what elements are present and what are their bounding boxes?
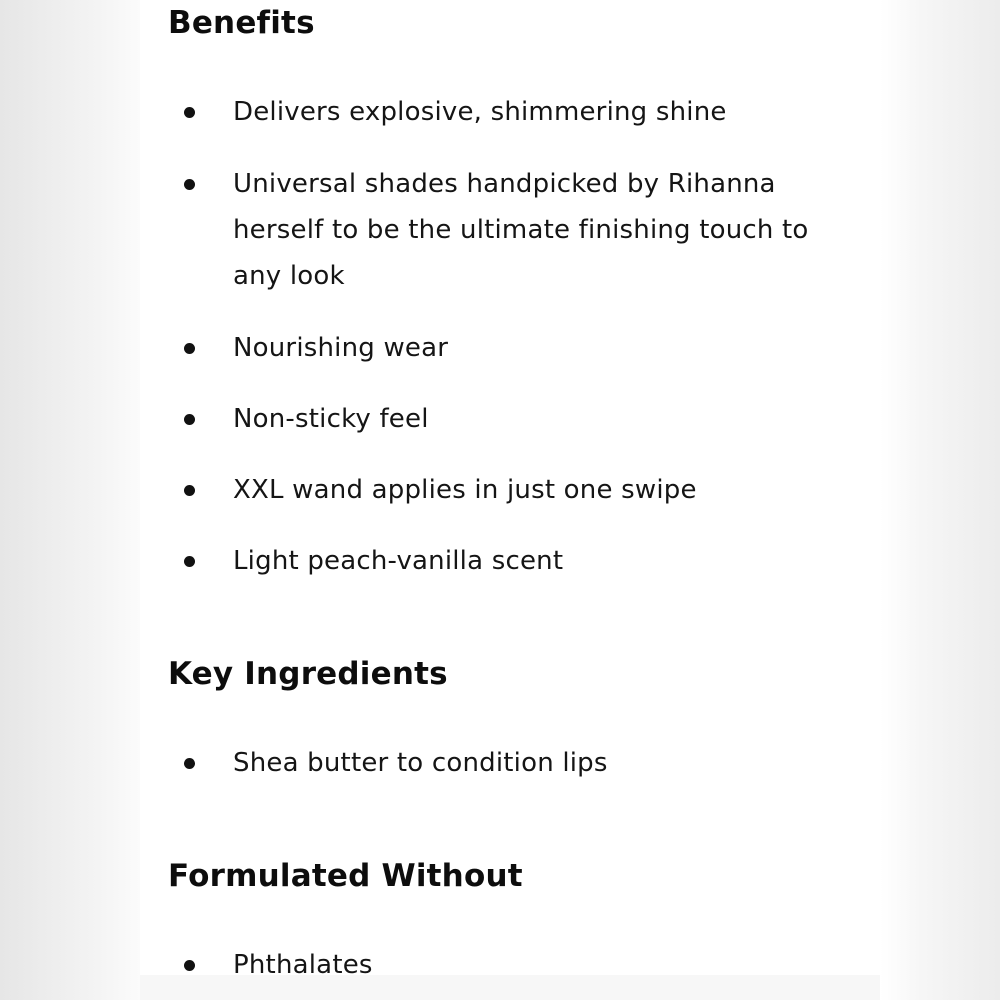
bullet-icon [184, 179, 195, 190]
ingredient-text: Shea butter to condition lips [233, 748, 608, 778]
benefit-text: Delivers explosive, shimmering shine [233, 97, 727, 127]
key-ingredients-heading: Key Ingredients [168, 656, 448, 692]
excluded-ingredient-text: Phthalates [233, 950, 373, 980]
bullet-icon [184, 758, 195, 769]
right-background [880, 0, 1000, 1000]
bullet-icon [184, 414, 195, 425]
benefits-heading: Benefits [168, 5, 315, 41]
bullet-icon [184, 960, 195, 971]
benefit-text: Non-sticky feel [233, 404, 429, 434]
bullet-icon [184, 556, 195, 567]
left-background [0, 0, 140, 1000]
bullet-icon [184, 485, 195, 496]
benefit-text: Light peach-vanilla scent [233, 546, 564, 576]
formulated-without-heading: Formulated Without [168, 858, 523, 894]
benefit-text: XXL wand applies in just one swipe [233, 475, 697, 505]
bullet-icon [184, 107, 195, 118]
benefit-text: Universal shades handpicked by Rihanna herself to be the ultimate finishing touch to any look [233, 169, 809, 291]
bullet-icon [184, 343, 195, 354]
benefit-text: Nourishing wear [233, 333, 449, 363]
